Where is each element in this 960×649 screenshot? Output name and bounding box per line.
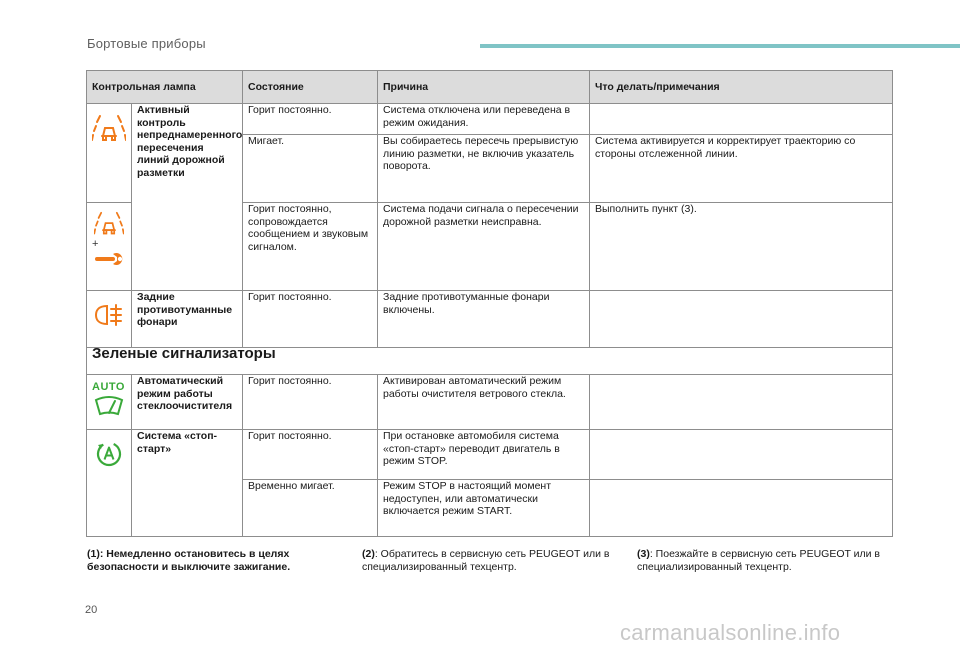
state-cell: Горит постоянно. (243, 375, 378, 430)
lamp-icon-cell (87, 203, 132, 291)
lamp-icon-cell (87, 430, 132, 537)
state-cell: Горит постоянно. (243, 430, 378, 480)
section-title: Зеленые сигнализаторы (87, 348, 893, 375)
lamp-name: Задние противотуманные фонари (132, 291, 243, 348)
table-row (87, 430, 893, 480)
auto-wiper-icon (94, 395, 124, 417)
plus-sign: + (92, 238, 99, 250)
cause-cell: Режим STOP в настоящий момент недоступен, или автоматически включается режим START. (378, 480, 590, 537)
state-cell: Горит постоянно. (243, 104, 378, 135)
cause-cell: При остановке автомобиля система «стоп-старт» переводит двигатель в режим STOP. (378, 430, 590, 480)
table-header-row (87, 71, 893, 104)
lamp-icon-cell (87, 375, 132, 430)
footnote-2 (362, 548, 617, 574)
stop-start-icon (95, 440, 123, 468)
action-cell (590, 375, 893, 430)
warning-lamps-table (86, 70, 893, 537)
action-cell (590, 480, 893, 537)
state-cell: Горит постоянно, сопровождается сообщением и звуковым сигналом. (243, 203, 378, 291)
action-cell: Система активируется и корректирует траекторию со стороны отслеженной линии. (590, 135, 893, 203)
footnote-3-number: (3) (637, 548, 650, 560)
lamp-icon-cell (87, 291, 132, 348)
col-header-cause: Причина (378, 71, 590, 104)
auto-label: AUTO (92, 381, 125, 393)
page-header-title: Бортовые приборы (87, 36, 206, 51)
watermark: carmanualsonline.info (620, 620, 841, 645)
action-cell (590, 430, 893, 480)
cause-cell: Система отключена или переведена в режим ожидания. (378, 104, 590, 135)
footnote-2-text: : Обратитесь в сервисную сеть PEUGEOT или в специализированный техцентр. (362, 548, 610, 573)
lane-departure-warning-icon (92, 114, 126, 144)
action-cell: Выполнить пункт (3). (590, 203, 893, 291)
col-header-lamp: Контрольная лампа (87, 71, 243, 104)
lamp-name: Активный контроль непреднамеренного пересечения линий дорожной разметки (132, 104, 243, 291)
cause-cell: Вы собираетесь пересечь прерывистую линию разметки, не включив указатель поворота. (378, 135, 590, 203)
lamp-name: Система «стоп-старт» (132, 430, 243, 537)
footnote-1-number: (1) (87, 548, 100, 560)
page-number: 20 (85, 604, 98, 616)
action-cell (590, 104, 893, 135)
lane-departure-warning-icon (94, 211, 124, 237)
cause-cell: Активирован автоматический режим работы очистителя ветрового стекла. (378, 375, 590, 430)
table-row (87, 375, 893, 430)
footnote-1 (87, 548, 327, 574)
section-row (87, 348, 893, 375)
table-row (87, 104, 893, 135)
cause-cell: Задние противотуманные фонари включены. (378, 291, 590, 348)
col-header-action: Что делать/примечания (590, 71, 893, 104)
footnote-3 (637, 548, 892, 574)
header-accent-bar (480, 44, 960, 48)
footnote-1-text: : Немедленно остановитесь в целях безопасности и выключите зажигание. (87, 548, 291, 573)
rear-fog-lamp-icon (93, 303, 125, 327)
lamp-name: Автоматический режим работы стеклоочистителя (132, 375, 243, 430)
lamp-icon-cell (87, 104, 132, 203)
state-cell: Горит постоянно. (243, 291, 378, 348)
footnote-3-text: : Поезжайте в сервисную сеть PEUGEOT или в специализированный техцентр. (637, 548, 880, 573)
footnote-2-number: (2) (362, 548, 375, 560)
cause-cell: Система подачи сигнала о пересечении дорожной разметки неисправна. (378, 203, 590, 291)
wrench-icon (93, 252, 125, 266)
col-header-state: Состояние (243, 71, 378, 104)
state-cell: Мигает. (243, 135, 378, 203)
state-cell: Временно мигает. (243, 480, 378, 537)
table-row (87, 291, 893, 348)
action-cell (590, 291, 893, 348)
